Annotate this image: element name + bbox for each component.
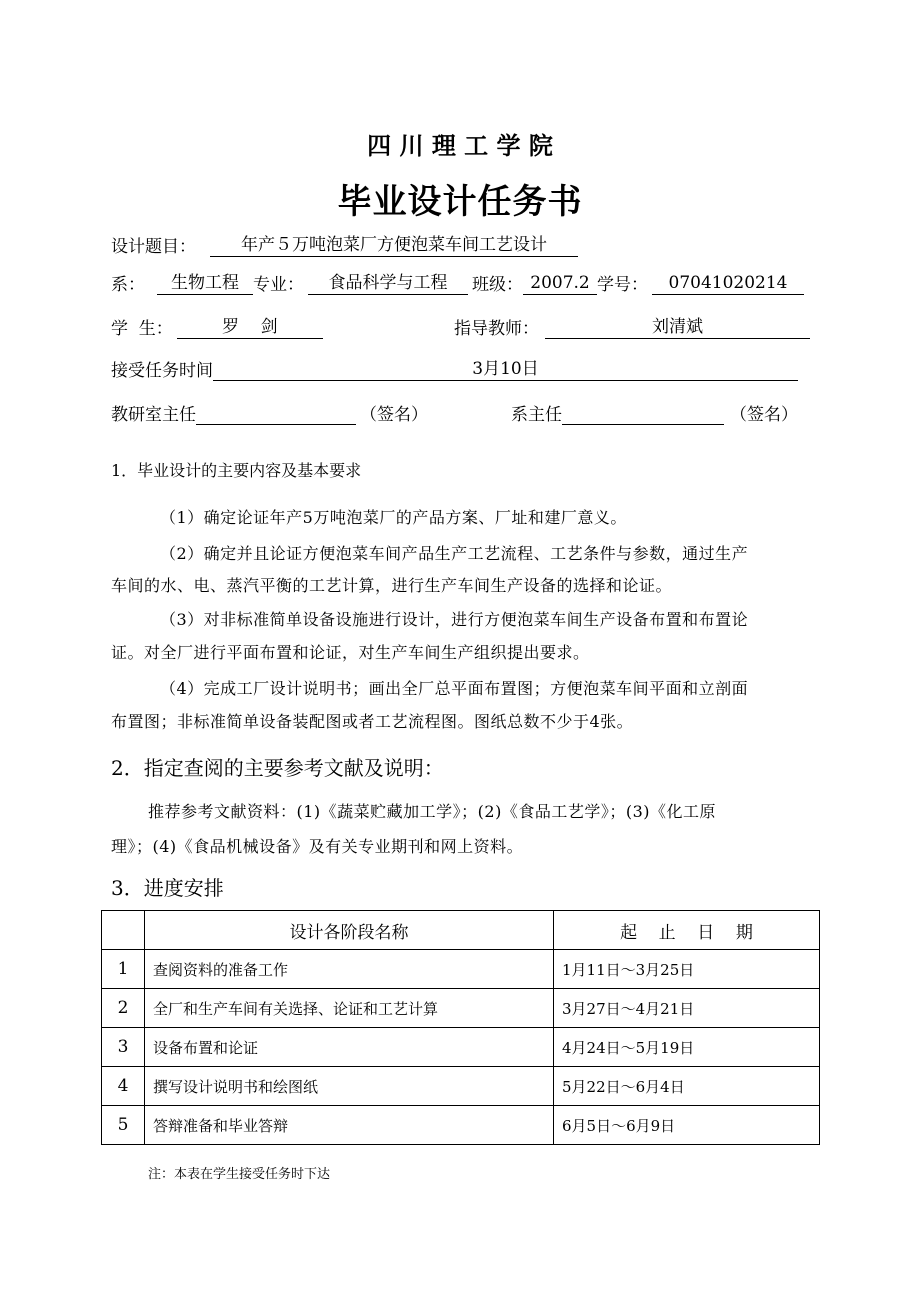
row-number: 4 — [102, 1067, 145, 1106]
office-row — [111, 400, 428, 425]
row-stage: 设备布置和论证 — [145, 1028, 554, 1067]
row-date: 6月5日～6月9日 — [554, 1106, 820, 1145]
dept-row — [111, 270, 804, 295]
section1-p3a: （3）对非标准简单设备设施进行设计，进行方便泡菜车间生产设备布置和布置论 — [160, 610, 749, 629]
section2-p1b: 理》；(4)《食品机械设备》及有关专业期刊和网上资料。 — [111, 837, 524, 856]
document-title: 毕业设计任务书 — [337, 182, 583, 222]
row-number: 2 — [102, 989, 145, 1028]
table-header-row — [102, 911, 820, 950]
section1-p3b: 证。对全厂进行平面布置和论证，对生产车间生产组织提出要求。 — [111, 643, 590, 662]
table-note: 注：本表在学生接受任务时下达 — [148, 1167, 331, 1182]
topic-value: 年产５万吨泡菜厂方便泡菜车间工艺设计 — [210, 234, 578, 257]
row-number: 5 — [102, 1106, 145, 1145]
major-value: 食品科学与工程 — [308, 272, 468, 295]
row-stage: 查阅资料的准备工作 — [145, 950, 554, 989]
section1-p4a: （4）完成工厂设计说明书；画出全厂总平面布置图；方便泡菜车间平面和立剖面 — [160, 679, 749, 698]
class-label: 班级： — [472, 275, 523, 295]
section1-p4b: 布置图；非标准简单设备装配图或者工艺流程图。图纸总数不少于4张。 — [111, 712, 634, 731]
row-stage: 答辩准备和毕业答辩 — [145, 1106, 554, 1145]
section3-heading: 3．进度安排 — [111, 876, 224, 900]
chair-sign: （签名） — [730, 405, 798, 425]
chair-row — [511, 400, 798, 425]
topic-row — [111, 232, 578, 257]
row-date: 1月11日～3月25日 — [554, 950, 820, 989]
table-row — [102, 1106, 820, 1145]
chair-label: 系主任 — [511, 405, 562, 425]
school-name: 四 川 理 工 学 院 — [367, 131, 553, 160]
class-value: 2007.2 — [523, 272, 597, 295]
office-sign: （签名） — [360, 405, 428, 425]
chair-sign-line — [562, 402, 724, 425]
section1-p2a: （2）确定并且论证方便泡菜车间产品生产工艺流程、工艺条件与参数，通过生产 — [160, 544, 749, 563]
row-date: 4月24日～5月19日 — [554, 1028, 820, 1067]
student-value: 罗 剑 — [177, 316, 323, 339]
advisor-row — [454, 314, 810, 339]
id-value: 07041020214 — [652, 272, 804, 295]
section1-heading: 1．毕业设计的主要内容及基本要求 — [111, 461, 362, 480]
dept-value: 生物工程 — [157, 272, 253, 295]
row-date: 5月22日～6月4日 — [554, 1067, 820, 1106]
office-label: 教研室主任 — [111, 405, 196, 425]
student-row — [111, 314, 323, 339]
section1-p2b: 车间的水、电、蒸汽平衡的工艺计算，进行生产车间生产设备的选择和论证。 — [111, 576, 673, 595]
section1-p1: （1）确定论证年产5万吨泡菜厂的产品方案、厂址和建厂意义。 — [160, 508, 627, 527]
header-number — [102, 911, 145, 950]
table-row — [102, 1067, 820, 1106]
major-label: 专业： — [253, 275, 304, 295]
topic-label: 设计题目： — [111, 237, 196, 257]
time-value: 3月10日 — [213, 358, 798, 381]
table-row — [102, 950, 820, 989]
header-date: 起 止 日 期 — [554, 911, 820, 950]
row-number: 3 — [102, 1028, 145, 1067]
row-number: 1 — [102, 950, 145, 989]
student-label: 学 生： — [111, 319, 173, 339]
row-date: 3月27日～4月21日 — [554, 989, 820, 1028]
table-row — [102, 989, 820, 1028]
advisor-value: 刘清斌 — [545, 316, 810, 339]
row-stage: 全厂和生产车间有关选择、论证和工艺计算 — [145, 989, 554, 1028]
section2-heading: 2．指定查阅的主要参考文献及说明： — [111, 756, 444, 780]
id-label: 学号： — [597, 275, 648, 295]
table-row — [102, 1028, 820, 1067]
time-row — [111, 356, 798, 381]
section2-p1a: 推荐参考文献资料：(1)《蔬菜贮藏加工学》；(2)《食品工艺学》；(3)《化工原 — [148, 802, 716, 821]
dept-label: 系： — [111, 275, 145, 295]
schedule-table — [101, 910, 820, 1145]
row-stage: 撰写设计说明书和绘图纸 — [145, 1067, 554, 1106]
advisor-label: 指导教师： — [454, 319, 539, 339]
time-label: 接受任务时间 — [111, 361, 213, 381]
header-stage: 设计各阶段名称 — [145, 911, 554, 950]
office-sign-line — [196, 402, 356, 425]
